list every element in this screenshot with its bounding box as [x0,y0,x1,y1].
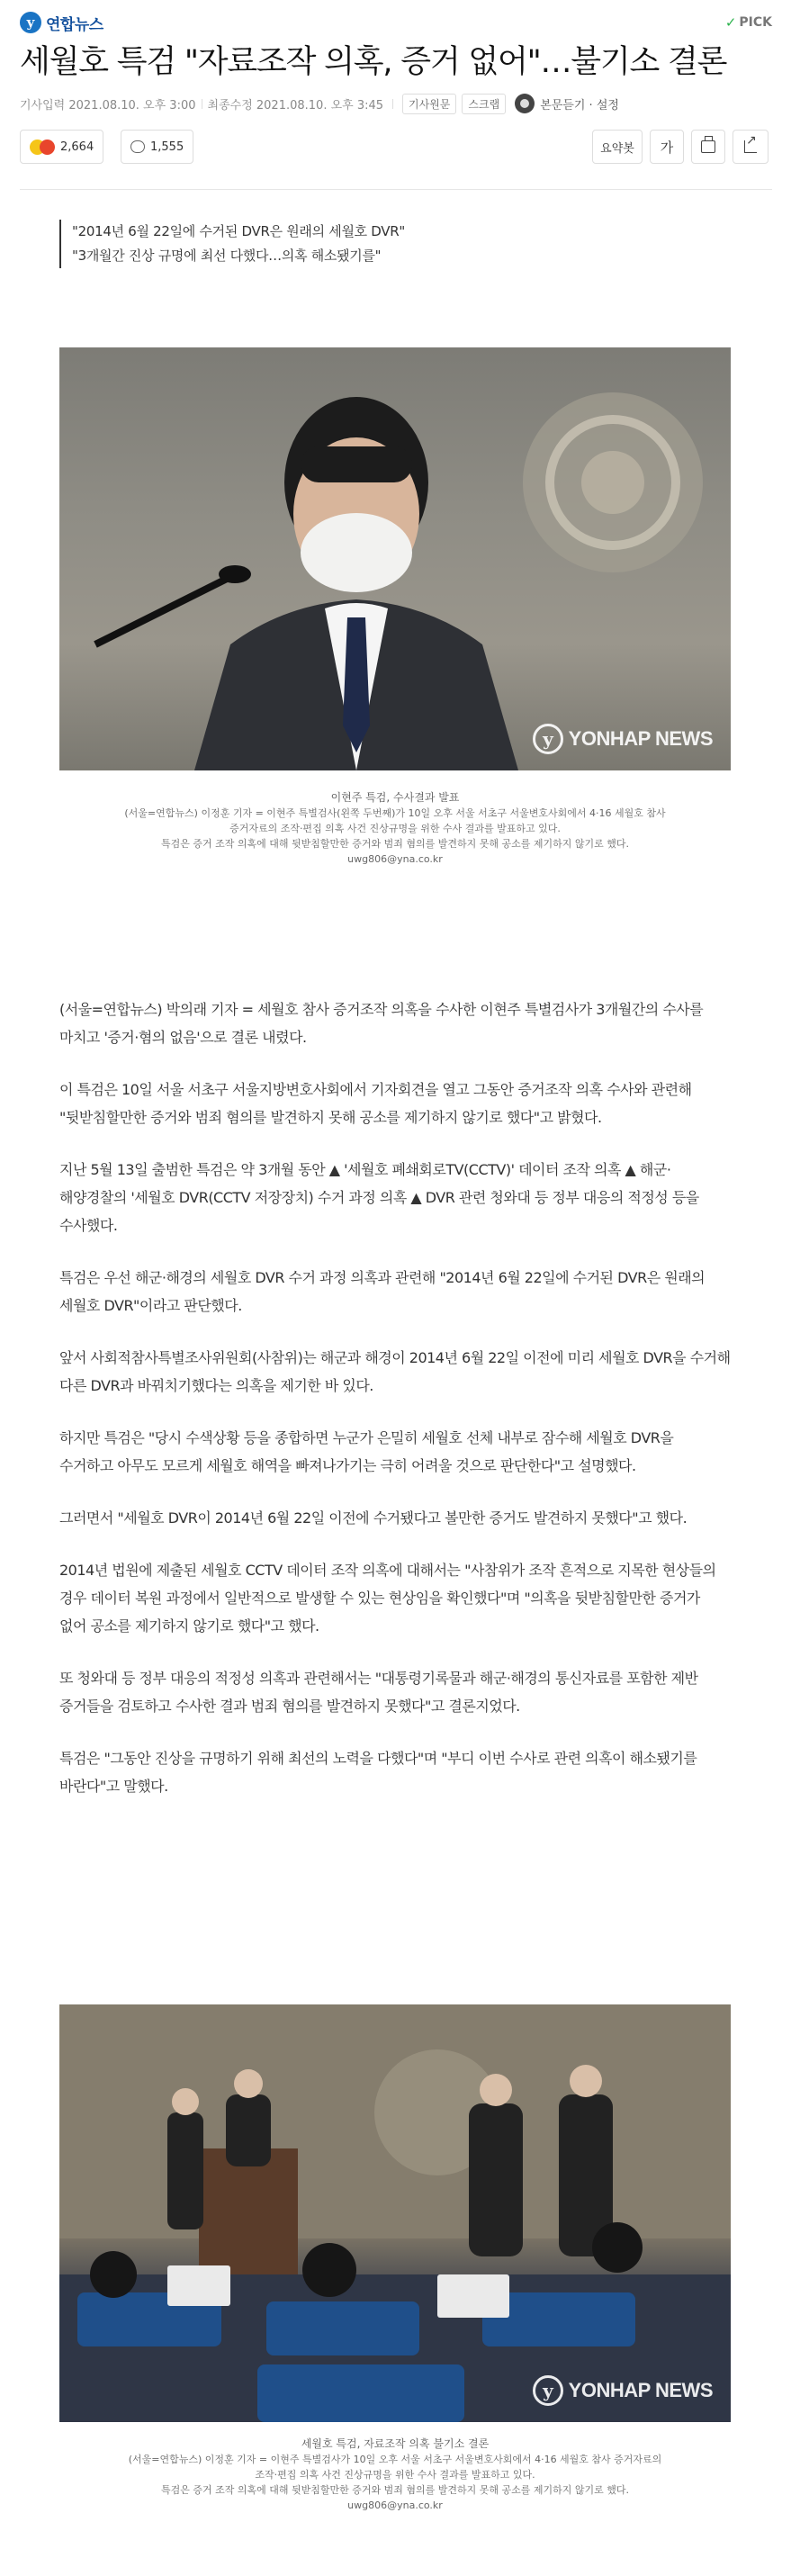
yonhap-watermark [533,2375,713,2406]
summary-line: "2014년 6월 22일에 수거된 DVR은 원래의 세월호 DVR" [72,223,405,239]
font-size-button[interactable]: 가 [650,130,684,164]
reaction-button[interactable] [20,130,103,164]
yonhap-logo-icon: y [20,12,41,33]
photo-caption-1 [59,790,731,867]
press-conference-photo [59,347,731,770]
caption-line: 특검은 증거 조작 의혹에 대해 뒷받침할만한 증거와 범죄 혐의를 발견하지 못해 공소를 제기하지 않기로 했다. [161,2484,629,2496]
caption-line: 조작·편집 의혹 사건 진상규명을 위한 수사 결과를 발표하고 있다. [255,2469,535,2481]
article-body [59,995,731,1800]
yonhap-watermark [533,724,713,754]
body-paragraph: 특검은 우선 해군·해경의 세월호 DVR 수거 과정 의혹과 관련해 "2014년 6월 22일에 수거된 DVR은 원래의 세월호 DVR"이라고 판단했다. [59,1269,706,1314]
article-title: 세월호 특검 "자료조작 의혹, 증거 없어"…불기소 결론 [20,44,727,80]
body-paragraph: 지난 5월 13일 출범한 특검은 약 3개월 동안 ▲ '세월호 폐쇄회로TV(CCTV)' 데이터 조작 의혹 ▲ 해군·해양경찰의 '세월호 DVR(CCTV 저장장치) 수거 과정 의혹 ▲ DVR 관련 청와대 등 정부 대응의 적정성 등을 수사했다. [59,1161,699,1234]
top-bar [20,7,772,38]
caption-title: 세월호 특검, 자료조작 의혹 불기소 결론 [301,2437,490,2450]
comment-button[interactable] [121,130,193,164]
summary-line: "3개월간 진상 규명에 최선 다했다…의혹 해소됐기를" [72,248,382,264]
check-icon: ✓ [724,14,737,31]
watermark-text: YONHAP NEWS [568,2379,713,2401]
caption-line: 특검은 증거 조작 의혹에 대해 뒷받침할만한 증거와 범죄 혐의를 발견하지 못해 공소를 제기하지 않기로 했다. [161,838,629,850]
body-paragraph: 특검은 "그동안 진상을 규명하기 위해 최선의 노력을 다했다"며 "부디 이번 수사로 관련 의혹이 해소됐기를 바란다"고 말했다. [59,1750,697,1795]
caption-line: (서울=연합뉴스) 이정훈 기자 = 이현주 특별검사(왼쪽 두번째)가 10일 오후 서울 서초구 서울변호사회에서 4·16 세월호 참사 [124,807,666,819]
body-paragraph: 이 특검은 10일 서울 서초구 서울지방변호사회에서 기자회견을 열고 그동안 증거조작 의혹 수사와 관련해 "뒷받침할만한 증거와 범죄 혐의를 발견하지 못해 공소를 제기하지 않기로 했다"고 밝혔다. [59,1081,692,1126]
caption-email: uwg806@yna.co.kr [347,2499,443,2511]
body-paragraph: 또 청와대 등 정부 대응의 적정성 의혹과 관련해서는 "대통령기록물과 해군·해경의 통신자료를 포함한 제반 증거들을 검토하고 수사한 결과 범죄 혐의를 발견하지 못했다"고 결론지었다. [59,1670,698,1715]
published-time: 기사입력 2021.08.10. 오후 3:00 [20,98,196,113]
watermark-text: YONHAP NEWS [568,727,713,750]
meta-divider [392,99,393,109]
press-logo[interactable] [20,9,103,36]
reaction-count: 2,664 [60,140,94,154]
article-meta [20,92,772,115]
press-name: 연합뉴스 [46,15,103,34]
article-summary [59,220,743,268]
scrap-button[interactable]: 스크랩 [462,94,506,114]
modified-time: 최종수정 2021.08.10. 오후 3:45 [207,98,384,113]
share-button[interactable] [733,130,769,164]
share-icon [744,140,757,153]
comment-count: 1,555 [150,140,184,154]
comment-icon [130,140,145,153]
pick-label: PICK [739,15,772,30]
body-paragraph: 2014년 법원에 제출된 세월호 CCTV 데이터 조작 의혹에 대해서는 "사참위가 조작 흔적으로 지목한 현상들의 경우 데이터 복원 과정에서 일반적으로 발생할 수 있는 현상임을 확인했다"며 "의혹을 뒷받침할만한 증거가 없어 공소를 제기하지 않기로 했다"고 했다. [59,1562,716,1635]
yonhap-watermark-icon: y [533,2375,563,2406]
body-paragraph: 하지만 특검은 "당시 수색상황 등을 종합하면 누군가 은밀히 세월호 선체 내부로 잠수해 세월호 DVR을 수거하고 아무도 모르게 세월호 해역을 빠져나가기는 극히 어려울 것으로 판단한다"고 설명했다. [59,1429,674,1474]
caption-line: (서울=연합뉴스) 이정훈 기자 = 이현주 특별검사가 10일 오후 서울 서초구 서울변호사회에서 4·16 세월호 참사 증거자료의 [128,2454,662,2465]
caption-email: uwg806@yna.co.kr [347,853,443,865]
original-article-link[interactable]: 기사원문 [402,94,456,114]
print-icon [701,140,715,153]
listen-settings-link[interactable]: 본문듣기 · 설정 [540,98,619,113]
yonhap-watermark-icon: y [533,724,563,754]
angry-emoji-icon [40,140,55,155]
photo-caption-2 [59,2436,731,2513]
action-bar [20,130,772,164]
body-paragraph: 앞서 사회적참사특별조사위원회(사참위)는 해군과 해경이 2014년 6월 22일 이전에 미리 세월호 DVR을 수거해 다른 DVR과 바꿔치기했다는 의혹을 제기한 바 있다. [59,1349,731,1394]
caption-title: 이현주 특검, 수사결과 발표 [330,791,460,804]
briefing-room-photo [59,2004,731,2422]
listen-icon [515,94,535,113]
pick-badge[interactable] [725,14,772,31]
print-button[interactable] [691,130,725,164]
article-photo-2[interactable] [59,2004,731,2422]
body-paragraph: (서울=연합뉴스) 박의래 기자 = 세월호 참사 증거조작 의혹을 수사한 이현주 특별검사가 3개월간의 수사를 마치고 '증거·혐의 없음'으로 결론 내렸다. [59,1001,704,1046]
body-paragraph: 그러면서 "세월호 DVR이 2014년 6월 22일 이전에 수거됐다고 볼만한 증거도 발견하지 못했다"고 했다. [59,1509,688,1527]
summary-bot-button[interactable]: 요약봇 [592,130,643,164]
article-photo-1[interactable] [59,347,731,770]
header-divider [20,189,772,190]
caption-line: 증거자료의 조작·편집 의혹 사건 진상규명을 위한 수사 결과를 발표하고 있다. [229,823,561,834]
